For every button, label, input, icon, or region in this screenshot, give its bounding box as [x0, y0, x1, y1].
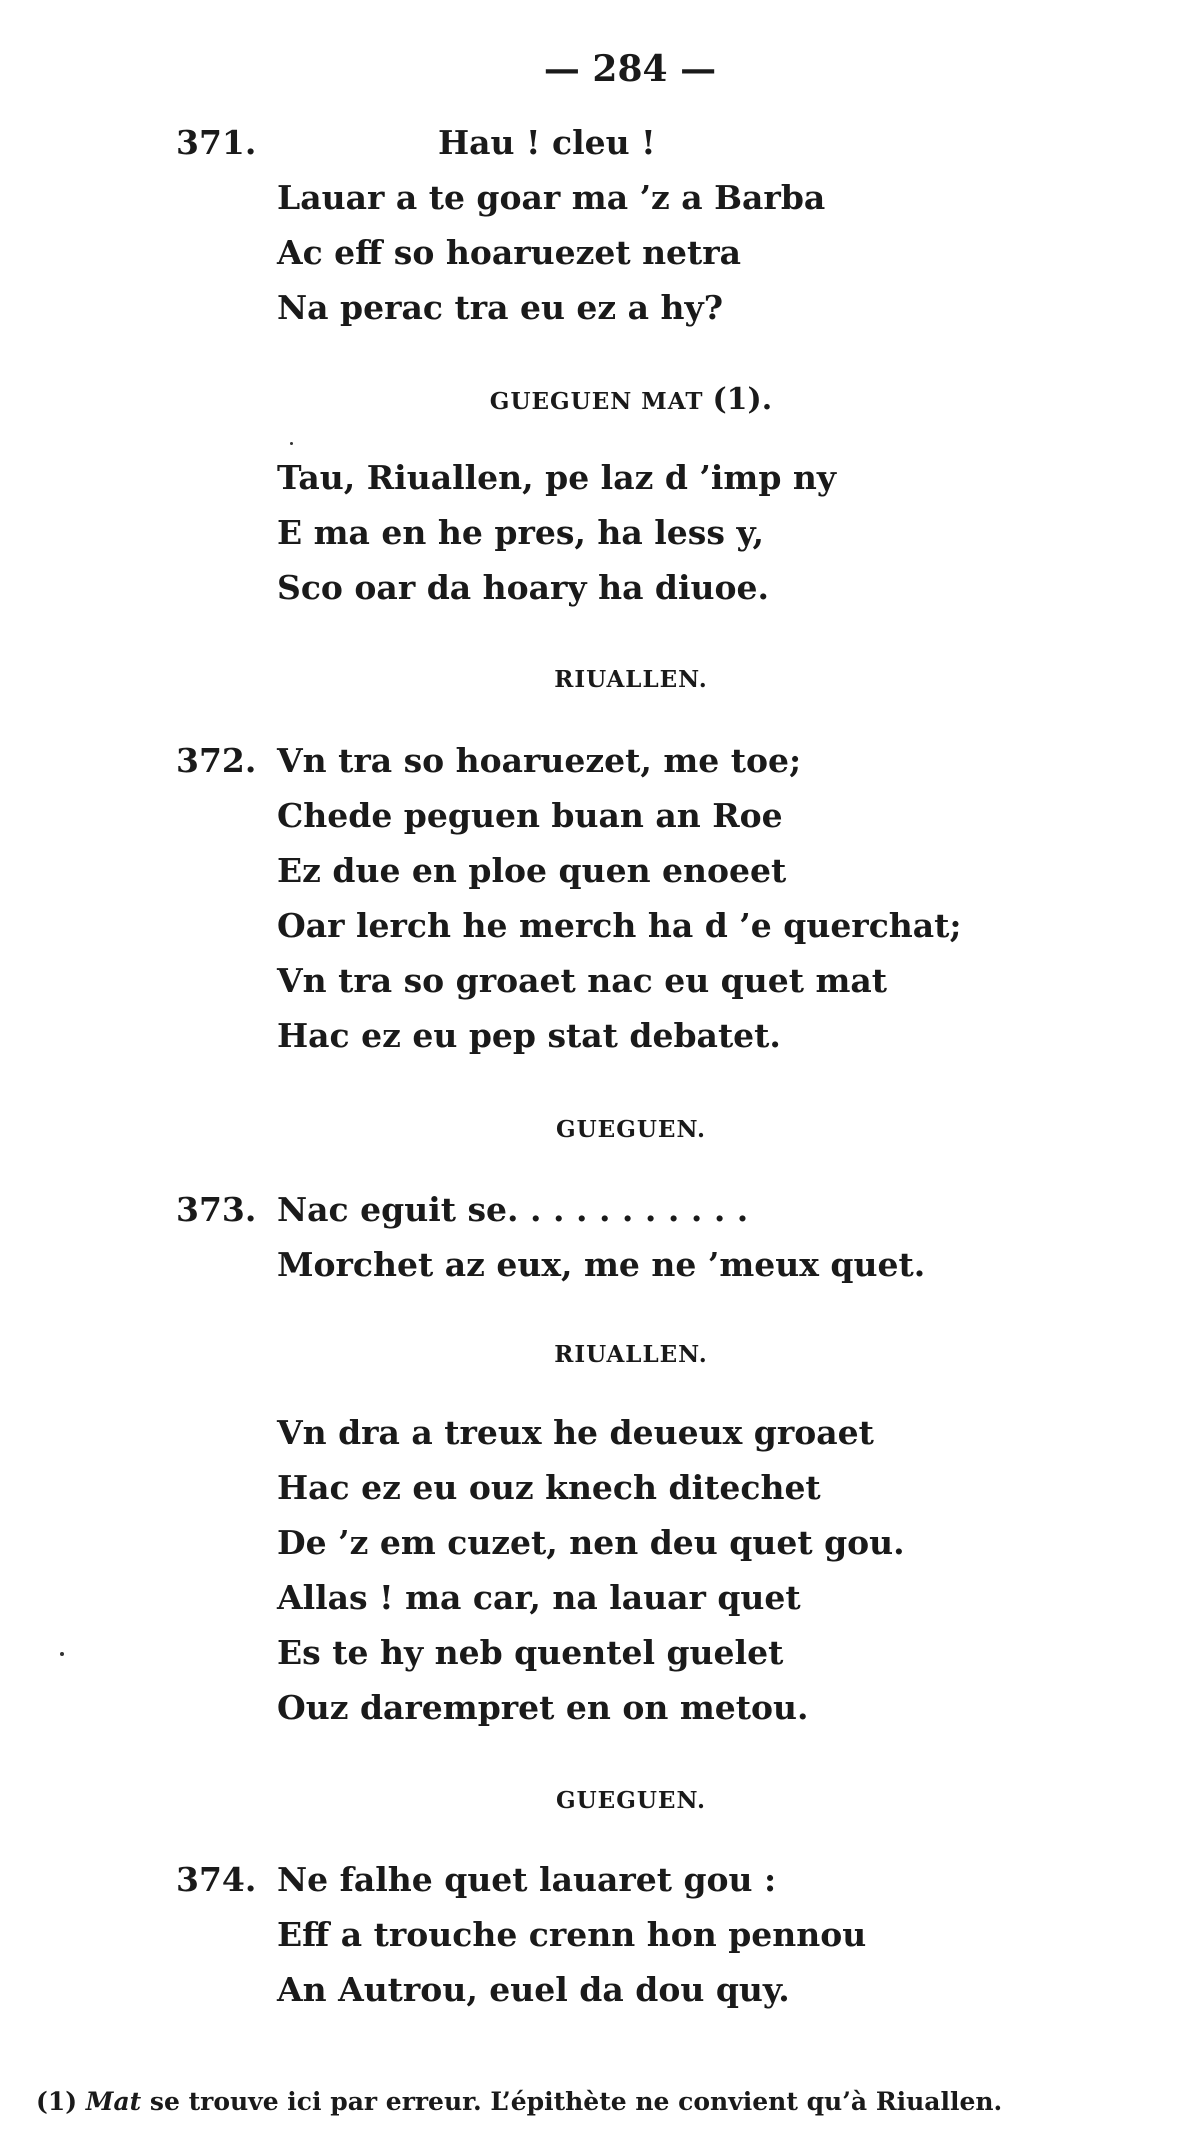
- verse-line: Vn dra a treux he deueux groaet: [277, 1413, 874, 1452]
- verse-line: Chede peguen buan an Roe: [277, 796, 783, 835]
- verse-line: Nac eguit se. . . . . . . . . . .: [277, 1190, 749, 1229]
- footnote-reference: (1).: [712, 382, 773, 417]
- speaker-label: [0, 382, 1179, 417]
- verse-line: Es te hy neb quentel guelet: [277, 1633, 784, 1672]
- print-speck: [60, 1652, 64, 1656]
- verse-line: Vn tra so hoaruezet, me toe;: [277, 741, 802, 780]
- verse-line: Morchet az eux, me ne ’meux quet.: [277, 1245, 926, 1284]
- verse-line: Eff a trouche crenn hon pennou: [277, 1915, 867, 1954]
- verse-line: E ma en he pres, ha less y,: [277, 513, 764, 552]
- verse-line: Hac ez eu ouz knech ditechet: [277, 1468, 821, 1507]
- speaker-label: GUEGUEN.: [555, 1116, 707, 1143]
- verse-number-372: 372.: [176, 741, 257, 780]
- verse-line: Sco oar da hoary ha diuoe.: [277, 568, 770, 607]
- speaker-label: RIUALLEN.: [554, 666, 708, 693]
- verse-number-374: 374.: [176, 1860, 257, 1899]
- page-number: — 284 —: [543, 48, 717, 90]
- verse-line: Hac ez eu pep stat debatet.: [277, 1016, 781, 1055]
- speaker-label: RIUALLEN.: [554, 1341, 708, 1368]
- verse-line: Ouz darempret en on metou.: [277, 1688, 809, 1727]
- footnote: [36, 2086, 1002, 2118]
- speaker-name: GUEGUEN MAT: [489, 388, 704, 415]
- verse-line: Ez due en ploe quen enoeet: [277, 851, 787, 890]
- verse-line: Ac eff so hoaruezet netra: [277, 233, 742, 272]
- verse-line: Na perac tra eu ez a hy?: [277, 288, 724, 327]
- verse-number-373: 373.: [176, 1190, 257, 1229]
- verse-line: Lauar a te goar ma ’z a Barba: [277, 178, 826, 217]
- footnote-text: se trouve ici par erreur. L’épithète ne convient qu’à Riuallen.: [149, 2087, 1003, 2116]
- verse-number-371: 371.: [176, 123, 257, 162]
- print-speck: [290, 442, 293, 445]
- verse-line: De ’z em cuzet, nen deu quet gou.: [277, 1523, 905, 1562]
- verse-line: Vn tra so groaet nac eu quet mat: [277, 961, 888, 1000]
- footnote-word: Mat: [85, 2087, 142, 2116]
- footnote-marker: (1): [36, 2087, 78, 2116]
- speaker-label: GUEGUEN.: [555, 1787, 707, 1814]
- verse-line: Tau, Riuallen, pe laz d ’imp ny: [277, 458, 837, 497]
- verse-line: An Autrou, euel da dou quy.: [277, 1970, 790, 2009]
- verse-line: Ne falhe quet lauaret gou :: [277, 1860, 777, 1899]
- verse-heading: Hau ! cleu !: [438, 123, 656, 162]
- verse-line: Oar lerch he merch ha d ’e querchat;: [277, 906, 962, 945]
- verse-line: Allas ! ma car, na lauar quet: [277, 1578, 801, 1617]
